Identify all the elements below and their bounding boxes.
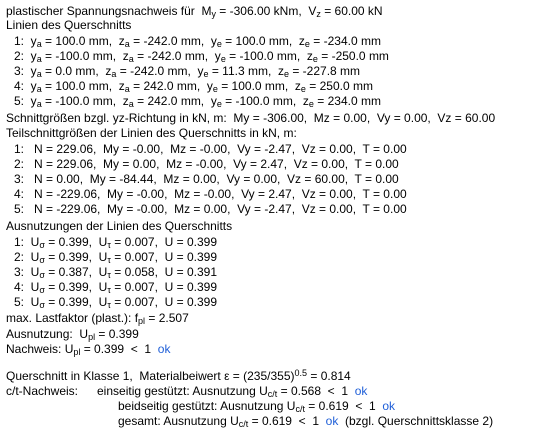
ze-subscript: e	[304, 39, 310, 49]
sigma-subscript: σ	[39, 270, 45, 280]
ct-row	[118, 414, 493, 428]
u-sigma-value: = 0.399,	[48, 250, 92, 264]
my-value: = -306.00 kNm,	[219, 4, 302, 18]
ct-prefix: einseitig gestützt: Ausnutzung U	[97, 384, 268, 398]
ct-label: c/t-Nachweis:	[6, 384, 79, 398]
ct-ok-status: ok	[382, 399, 396, 413]
ze-subscript: e	[300, 84, 306, 94]
u-tau-value: = 0.007,	[114, 295, 158, 309]
lines-heading: Linien des Querschnitts	[6, 18, 132, 32]
partial-force-row: 3: N = 0.00, My = -84.44, Mz = 0.00, Vy = 0.00, Vz = 60.00, T = 0.00	[14, 172, 399, 186]
line-index: 4:	[14, 79, 25, 93]
partial-forces-heading: Teilschnittgrößen der Linien des Querschnitts in kN, m:	[6, 126, 297, 140]
ct-value: = 0.568 < 1	[277, 384, 355, 398]
utilization-index: 2:	[14, 250, 25, 264]
proof-subscript: pl	[73, 347, 81, 357]
line-row: 1: $y_a = 100.0$ mm, $z_a = -242.0$ mm, $y_e = 100.0$ mm, $z_e = -234.0$ mm	[14, 34, 381, 49]
ct-ok-status: ok	[354, 384, 368, 398]
partial-force-row: 4: N = -229.06, My = -0.00, Mz = -0.00, Vy = 2.47, Vz = 0.00, T = 0.00	[14, 187, 407, 201]
utilization-index: 5:	[14, 295, 25, 309]
utilization-row: 4: $U_\sigma = 0.399$, $U_\tau = 0.007$, U = 0.399	[14, 280, 217, 295]
ya-subscript: a	[36, 69, 42, 79]
utilization-row: 1: $U_\sigma = 0.399$, $U_\tau = 0.007$, U = 0.399	[14, 235, 217, 250]
class-value: = 0.814	[307, 369, 351, 383]
utilization-row: 2: $U_\sigma = 0.399$, $U_\tau = 0.007$, U = 0.399	[14, 250, 217, 265]
section-forces-line: Schnittgrößen bzgl. yz-Richtung in kN, m: My = -306.00, Mz = 0.00, Vy = 0.00, Vz = 60.00	[6, 111, 496, 125]
tau-subscript: τ	[107, 300, 111, 310]
ze-value: 234.0 mm	[327, 94, 381, 108]
sigma-subscript: σ	[39, 300, 45, 310]
utilization-index: 1:	[14, 235, 25, 249]
ct-ok-status: ok	[325, 414, 339, 428]
u-tau-value: = 0.058,	[114, 265, 158, 279]
ze-value: -234.0 mm	[323, 34, 381, 48]
u-tau-value: = 0.007,	[114, 250, 158, 264]
za-subscript: a	[128, 99, 134, 109]
my-subscript: y	[211, 9, 216, 19]
za-subscript: a	[128, 54, 134, 64]
proof-ok-status: ok	[157, 342, 171, 356]
ct-prefix: beidseitig gestützt: Ausnutzung U	[118, 399, 296, 413]
za-value: -242.0 mm,	[147, 49, 209, 63]
ze-subscript: e	[283, 69, 289, 79]
u-value: U = 0.399	[164, 295, 217, 309]
utilization-heading: Ausnutzungen der Linien des Querschnitts	[6, 219, 233, 233]
utilization-index: 3:	[14, 265, 25, 279]
partial-force-row: 5: N = -229.06, My = -0.00, Mz = 0.00, Vy = -2.47, Vz = 0.00, T = 0.00	[14, 202, 407, 216]
ya-subscript: a	[36, 39, 42, 49]
line-index: 2:	[14, 49, 25, 63]
ct-row	[118, 399, 395, 413]
vz-value: = 60.00 kN	[324, 4, 383, 18]
line-row: 2: $y_a = -100.0$ mm, $z_a = -242.0$ mm, $y_e = -100.0$ mm, $z_e = -250.0$ mm	[14, 49, 389, 64]
u-sigma-value: = 0.399,	[48, 235, 92, 249]
ye-subscript: e	[216, 39, 222, 49]
partial-force-row: 1: N = 229.06, My = -0.00, Mz = -0.00, Vy = -2.47, Vz = 0.00, T = 0.00	[14, 142, 407, 156]
u-sigma-value: = 0.399,	[48, 280, 92, 294]
ct-subscript: c/t	[267, 389, 278, 399]
ye-value: -100.0 mm,	[235, 94, 297, 108]
ze-subscript: e	[308, 99, 314, 109]
line-row: 5: $y_a = -100.0$ mm, $z_a = 242.0$ mm, $y_e = -100.0$ mm, $z_e = 234.0$ mm	[14, 94, 381, 109]
report-title	[6, 4, 383, 18]
ya-value: -100.0 mm,	[55, 94, 117, 108]
sigma-subscript: σ	[39, 285, 45, 295]
utilization-index: 4:	[14, 280, 25, 294]
za-subscript: a	[124, 84, 130, 94]
load-factor-subscript: pl	[138, 316, 146, 326]
ye-value: 100.0 mm,	[235, 34, 293, 48]
ya-value: 100.0 mm,	[55, 34, 113, 48]
ze-subscript: e	[312, 54, 318, 64]
ct-subscript: c/t	[238, 419, 249, 429]
line-index: 5:	[14, 94, 25, 108]
partial-force-row: 2: N = 229.06, My = 0.00, Mz = -0.00, Vy = 2.47, Vz = 0.00, T = 0.00	[14, 157, 399, 171]
u-sigma-value: = 0.399,	[48, 295, 92, 309]
proof-value: = 0.399 < 1	[80, 342, 158, 356]
ye-value: 100.0 mm,	[231, 79, 289, 93]
line-index: 1:	[14, 34, 25, 48]
utilization-subscript: pl	[88, 332, 96, 342]
tau-subscript: τ	[107, 285, 111, 295]
ya-subscript: a	[36, 54, 42, 64]
ye-value: 11.3 mm,	[222, 64, 272, 78]
ya-value: -100.0 mm,	[55, 49, 117, 63]
proof-label: Nachweis: U	[6, 342, 74, 356]
u-sigma-value: = 0.387,	[48, 265, 92, 279]
ct-row	[97, 384, 367, 398]
za-value: -242.0 mm,	[130, 64, 191, 78]
utilization-summary-line	[6, 327, 139, 341]
utilization-row: 3: $U_\sigma = 0.387$, $U_\tau = 0.058$, U = 0.391	[14, 265, 217, 280]
tau-subscript: τ	[107, 270, 111, 280]
line-row: 3: $y_a = 0.0$ mm, $z_a = -242.0$ mm, $y_e = 11.3$ mm, $z_e = -227.8$ mm	[14, 64, 361, 79]
utilization-row: 5: $U_\sigma = 0.399$, $U_\tau = 0.007$, U = 0.399	[14, 295, 217, 310]
sigma-subscript: σ	[39, 240, 45, 250]
ye-subscript: e	[212, 84, 218, 94]
ct-value: = 0.619 < 1	[248, 414, 326, 428]
my-label: M	[201, 4, 212, 18]
ye-subscript: e	[203, 69, 209, 79]
section-class-line	[6, 369, 351, 383]
u-value: U = 0.399	[164, 250, 217, 264]
u-value: U = 0.399	[164, 235, 217, 249]
ct-subscript: c/t	[295, 404, 305, 414]
vz-subscript: z	[316, 9, 321, 19]
utilization-label: Ausnutzung: U	[6, 327, 89, 341]
za-value: 242.0 mm,	[143, 79, 201, 93]
u-tau-value: = 0.007,	[114, 280, 158, 294]
tau-subscript: τ	[107, 255, 111, 265]
u-tau-value: = 0.007,	[114, 235, 158, 249]
ct-value: = 0.619 < 1	[304, 399, 383, 413]
title-text: plastischer Spannungsnachweis für	[6, 4, 195, 18]
ye-value: -100.0 mm,	[239, 49, 301, 63]
za-value: 242.0 mm,	[147, 94, 205, 108]
ya-value: 0.0 mm,	[55, 64, 99, 78]
proof-line	[6, 342, 170, 356]
za-value: -242.0 mm,	[143, 34, 205, 48]
ya-subscript: a	[36, 84, 42, 94]
vz-label: V	[308, 4, 317, 18]
sigma-subscript: σ	[39, 255, 45, 265]
ze-value: -250.0 mm	[331, 49, 389, 63]
ct-prefix: gesamt: Ausnutzung U	[118, 414, 239, 428]
ze-value: -227.8 mm	[302, 64, 361, 78]
load-factor-line	[6, 311, 189, 325]
utilization-value: = 0.399	[95, 327, 139, 341]
tau-subscript: τ	[107, 240, 111, 250]
ya-value: 100.0 mm,	[55, 79, 113, 93]
ya-subscript: a	[36, 99, 42, 109]
line-index: 3:	[14, 64, 25, 78]
ct-suffix: (bzgl. Querschnittsklasse 2)	[338, 414, 494, 428]
u-value: U = 0.399	[164, 280, 217, 294]
class-text: Querschnitt in Klasse 1, Materialbeiwert ε = (235/355)	[6, 369, 295, 383]
load-factor-value: = 2.507	[145, 311, 189, 325]
za-subscript: a	[124, 39, 130, 49]
za-subscript: a	[111, 69, 117, 79]
line-row: 4: $y_a = 100.0$ mm, $z_a = 242.0$ mm, $y_e = 100.0$ mm, $z_e = 250.0$ mm	[14, 79, 373, 94]
ye-subscript: e	[216, 99, 222, 109]
load-factor-label: max. Lastfaktor (plast.): f	[6, 311, 139, 325]
ze-value: 250.0 mm	[319, 79, 373, 93]
ye-subscript: e	[220, 54, 226, 64]
class-exponent: 0.5	[294, 368, 308, 378]
u-value: U = 0.391	[164, 265, 217, 279]
